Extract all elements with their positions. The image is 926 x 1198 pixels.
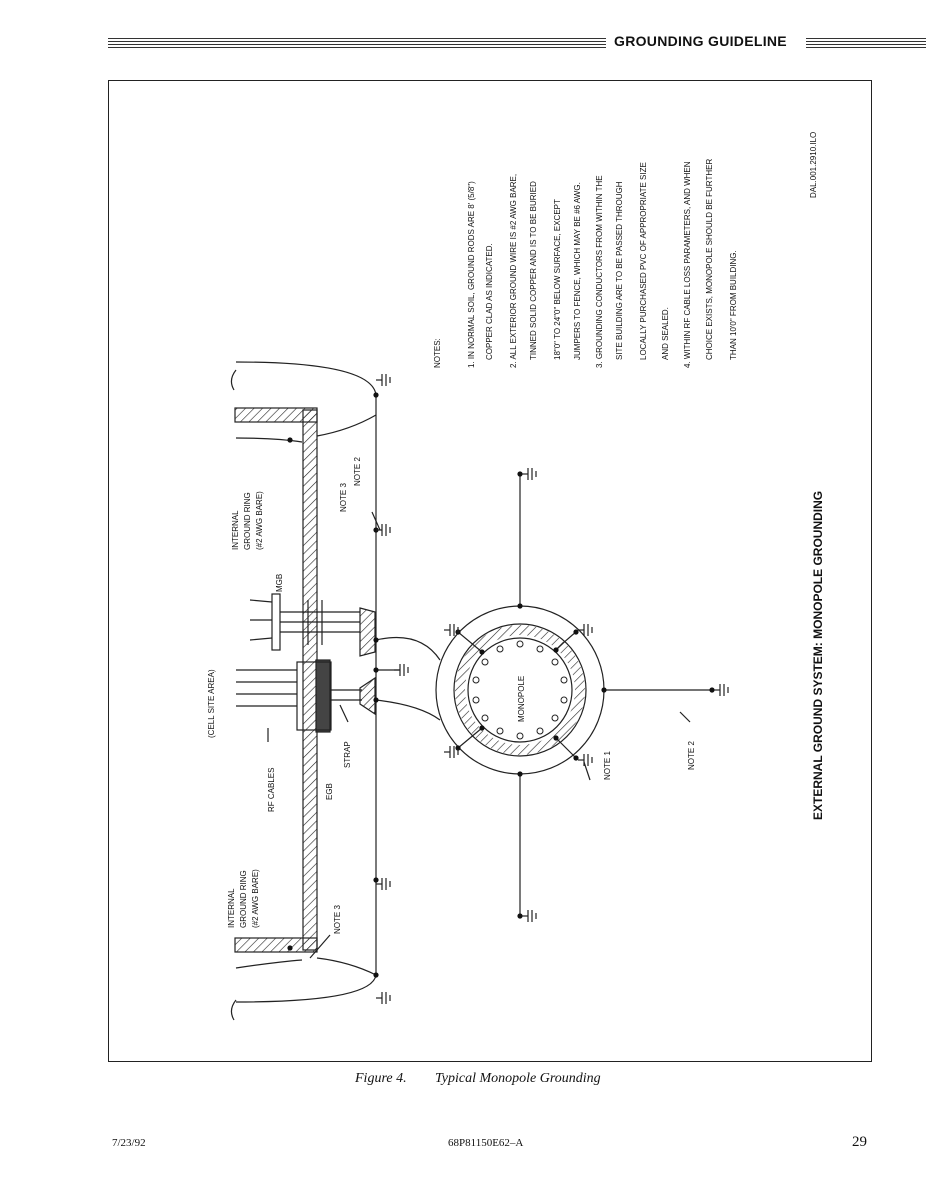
label-note3-bottom: NOTE 3	[333, 905, 342, 934]
drawing-id: DAL.001.2910.ILO	[809, 131, 818, 198]
label-strap: STRAP	[343, 741, 352, 768]
note-line: COPPER CLAD AS INDICATED.	[485, 243, 494, 360]
label-note2-top: NOTE 2	[353, 457, 362, 486]
diagram-title: EXTERNAL GROUND SYSTEM: MONOPOLE GROUNDING	[811, 490, 825, 820]
footer-date: 7/23/92	[112, 1137, 146, 1149]
ground-rod-symbol	[376, 374, 390, 386]
wall-top-end	[235, 408, 317, 422]
label-note1: NOTE 1	[603, 751, 612, 780]
note-line: LOCALLY PURCHASED PVC OF APPROPRIATE SIZE	[639, 162, 648, 360]
ring-top-line: INTERNAL	[231, 510, 240, 550]
section-title: GROUNDING GUIDELINE	[614, 33, 787, 49]
egb-bar	[316, 660, 330, 732]
label-rf-cables: RF CABLES	[267, 767, 276, 812]
ground-rod-symbol	[444, 624, 458, 636]
figure-title: Typical Monopole Grounding	[435, 1071, 601, 1086]
ground-rod-symbol	[522, 468, 536, 480]
label-cell-site-area: (CELL SITE AREA)	[207, 669, 216, 738]
building-wall	[303, 410, 317, 950]
note-line: JUMPERS TO FENCE, WHICH MAY BE #6 AWG.	[573, 182, 582, 360]
note-line: 3. GROUNDING CONDUCTORS FROM WITHIN THE	[595, 175, 604, 368]
mgb-bar	[272, 594, 280, 650]
note-line: CHOICE EXISTS, MONOPOLE SHOULD BE FURTHER	[705, 158, 714, 360]
note-line: 1. IN NORMAL SOIL, GROUND RODS ARE 8' (5/8")	[467, 181, 476, 368]
label-monopole: MONOPOLE	[517, 675, 526, 722]
notes-heading: NOTES:	[433, 338, 442, 368]
ground-rod-symbol	[714, 684, 728, 696]
label-internal-ring-bottom	[227, 869, 260, 928]
footer-doc-number: 68P81150E62–A	[448, 1137, 524, 1149]
label-mgb: MGB	[275, 573, 284, 592]
ground-rod-symbol	[522, 910, 536, 922]
ground-rod-symbol	[394, 664, 408, 676]
label-note3-top: NOTE 3	[339, 483, 348, 512]
note-line: SITE BUILDING ARE TO BE PASSED THROUGH	[615, 181, 624, 360]
note-line: THAN 10'0" FROM BUILDING.	[729, 250, 738, 360]
ring-bottom-line: INTERNAL	[227, 888, 236, 928]
ground-rod-symbol	[578, 624, 592, 636]
note-line: AND SEALED.	[661, 307, 670, 360]
ring-top-line: GROUND RING	[243, 492, 252, 550]
figure-number: Figure 4.	[355, 1071, 407, 1086]
note-line: 2. ALL EXTERIOR GROUND WIRE IS #2 AWG BARE,	[509, 173, 518, 368]
ground-rod-symbol	[376, 992, 390, 1004]
note-line: 4. WITHIN RF CABLE LOSS PARAMETERS, AND WHEN	[683, 161, 692, 368]
wall-bottom-end	[235, 938, 317, 952]
page-number: 29	[852, 1134, 867, 1150]
ring-bottom-line: (#2 AWG BARE)	[251, 869, 260, 928]
label-internal-ring-top	[231, 491, 264, 550]
label-egb: EGB	[325, 783, 334, 800]
figure-caption	[355, 1071, 601, 1087]
note-line: TINNED SOLID COPPER AND IS TO BE BURIED	[529, 181, 538, 360]
note-line: 18"0" TO 24"0" BELOW SURFACE, EXCEPT	[553, 199, 562, 360]
notes-list	[467, 159, 738, 368]
label-note2-right: NOTE 2	[687, 741, 696, 770]
ring-top-line: (#2 AWG BARE)	[255, 491, 264, 550]
ring-bottom-line: GROUND RING	[239, 870, 248, 928]
